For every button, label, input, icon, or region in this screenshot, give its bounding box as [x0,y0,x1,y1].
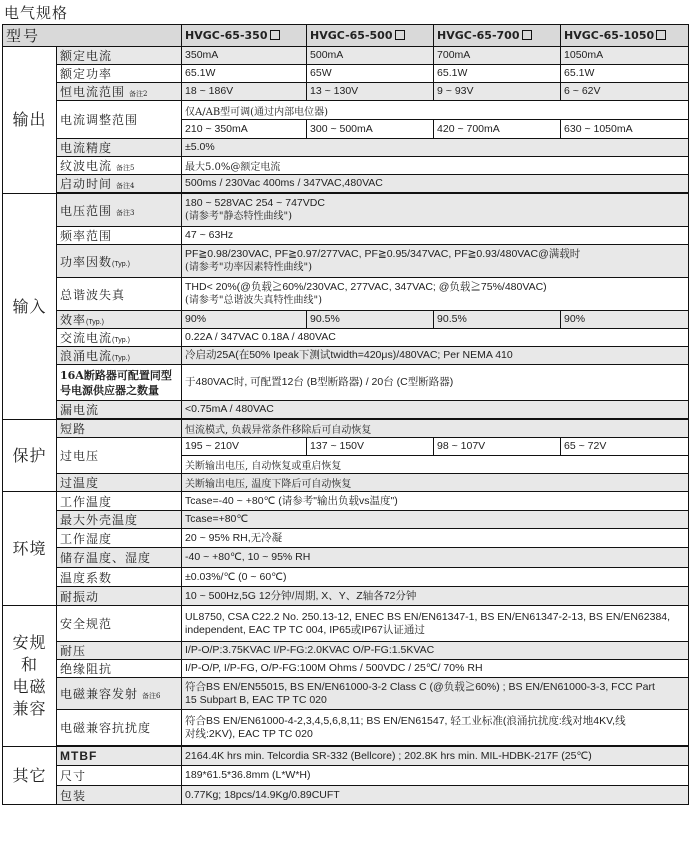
value-cell: 500ms / 230Vac 400ms / 347VAC,480VAC [182,175,689,193]
row-max-case-temp [3,511,689,529]
value-cell: 13 ~ 130V [307,83,434,101]
param-label: 浪涌电流(Typ.) [57,347,182,365]
value-cell: 恒流模式, 负载异常条件移除后可自动恢复 [182,420,689,438]
row-power-factor [3,245,689,278]
param-label: 电压范围 备注3 [57,194,182,227]
param-label: 短路 [57,420,182,438]
value-cell: Tcase=+80℃ [182,511,689,529]
row-accuracy [3,139,689,157]
row-short-circuit [3,420,689,438]
value-cell: 630 ~ 1050mA [561,120,689,139]
category-others: 其它 [3,747,57,805]
row-ripple [3,157,689,175]
row-cc-range [3,83,689,101]
row-temp-coeff [3,568,689,587]
row-inrush [3,347,689,365]
row-isolation [3,660,689,678]
value-cell: 冷启动25A(在50% Ipeak下测试twidth=420μs)/480VAC; Per NEMA 410 [182,347,689,365]
param-label: 耐振动 [57,587,182,606]
value-cell: 关断输出电压, 温度下降后可自动恢复 [182,474,689,492]
model-350: HVGC-65-350 [182,25,307,47]
row-storage [3,548,689,568]
value-cell: 9 ~ 93V [434,83,561,101]
param-label: 尺寸 [57,766,182,786]
param-label: 启动时间 备注4 [57,175,182,193]
row-mtbf [3,747,689,766]
param-label: 恒电流范围 备注2 [57,83,182,101]
value-cell: I/P-O/P, I/P-FG, O/P-FG:100M Ohms / 500VDC / 25℃/ 70% RH [182,660,689,678]
param-label: 效率(Typ.) [57,311,182,329]
model-header-label: 型号 [3,25,182,47]
value-cell: 700mA [434,47,561,65]
param-label: 16A断路器可配置同型 号电源供应器之数量 [57,365,182,401]
value-cell: 500mA [307,47,434,65]
row-emc-emission [3,678,689,710]
value-cell: 189*61.5*36.8mm (L*W*H) [182,766,689,786]
row-otp [3,474,689,492]
value-cell: 210 ~ 350mA [182,120,307,139]
checkbox-icon [656,30,666,40]
value-cell: 20 ~ 95% RH,无冷凝 [182,529,689,548]
category-environment: 环境 [3,492,57,606]
param-label: 电磁兼容抗扰度 [57,710,182,746]
value-cell: PF≧0.98/230VAC, PF≧0.97/277VAC, PF≧0.95/347VAC, PF≧0.93/480VAC@满载时 (请参考"功率因素特性曲线") [182,245,689,278]
param-label: 绝缘阻抗 [57,660,182,678]
param-label: 最大外壳温度 [57,511,182,529]
param-label: 电流精度 [57,139,182,157]
row-emc-immunity [3,710,689,746]
row-vibration [3,587,689,606]
value-cell: I/P-O/P:3.75KVAC I/P-FG:2.0KVAC O/P-FG:1.5KVAC [182,642,689,660]
value-cell: 65.1W [561,65,689,83]
param-label: 漏电流 [57,401,182,419]
category-output: 输出 [3,47,57,194]
category-input: 输入 [3,194,57,420]
value-cell: 90.5% [307,311,434,329]
value-cell: 90% [561,311,689,329]
param-label: 交流电流(Typ.) [57,329,182,347]
row-working-temp [3,492,689,511]
row-rated-current [3,47,689,65]
value-cell: 符合BS EN/EN55015, BS EN/EN61000-3-2 Class C (@负载≧60%) ; BS EN/EN61000-3-3, FCC Part 15 Subpart B, EAC TP TC 020 [182,678,689,710]
value-cell: 6 ~ 62V [561,83,689,101]
param-label: 温度系数 [57,568,182,587]
row-rated-power [3,65,689,83]
value-cell: 90.5% [434,311,561,329]
param-label: 额定电流 [57,47,182,65]
category-safety-emc: 安规 和 电磁 兼容 [3,606,57,747]
param-label: 耐压 [57,642,182,660]
param-label: 过电压 [57,438,182,474]
value-cell: 65 ~ 72V [561,438,689,456]
row-safety-standards [3,606,689,642]
param-label: MTBF [57,747,182,766]
model-500: HVGC-65-500 [307,25,434,47]
value-cell: <0.75mA / 480VAC [182,401,689,419]
row-withstand [3,642,689,660]
row-frequency [3,227,689,245]
row-ovp-values [3,438,689,456]
value-cell: 18 ~ 186V [182,83,307,101]
param-label: 工作温度 [57,492,182,511]
param-label: 安全规范 [57,606,182,642]
value-cell: 90% [182,311,307,329]
row-dimension [3,766,689,786]
row-humidity [3,529,689,548]
value-cell: 0.77Kg; 18pcs/14.9Kg/0.89CUFT [182,786,689,805]
value-cell: 420 ~ 700mA [434,120,561,139]
value-cell: 10 ~ 500Hz,5G 12分钟/周期, X、Y、Z轴各72分钟 [182,587,689,606]
value-cell: 1050mA [561,47,689,65]
param-label: 电磁兼容发射 备注6 [57,678,182,710]
value-cell: ±5.0% [182,139,689,157]
model-1050: HVGC-65-1050 [561,25,689,47]
value-cell: 0.22A / 347VAC 0.18A / 480VAC [182,329,689,347]
value-cell: -40 ~ +80℃, 10 ~ 95% RH [182,548,689,568]
value-cell: 47 ~ 63Hz [182,227,689,245]
model-700: HVGC-65-700 [434,25,561,47]
param-label: 额定功率 [57,65,182,83]
param-label: 功率因数(Typ.) [57,245,182,278]
value-cell: THD< 20%(@负载≧60%/230VAC, 277VAC, 347VAC; @负载≧75%/480VAC) (请参考"总谐波失真特性曲线") [182,278,689,311]
value-cell: 180 ~ 528VAC 254 ~ 747VDC (请参考"静态特性曲线") [182,194,689,227]
page-title: 电气规格 [4,4,69,22]
value-cell: 137 ~ 150V [307,438,434,456]
param-label: 工作湿度 [57,529,182,548]
value-cell: 300 ~ 500mA [307,120,434,139]
row-startup [3,175,689,193]
row-leakage [3,401,689,419]
value-cell: 关断输出电压, 自动恢复或重启恢复 [182,456,689,474]
row-packing [3,786,689,805]
value-cell: 2164.4K hrs min. Telcordia SR-332 (Bellcore) ; 202.8K hrs min. MIL-HDBK-217F (25℃) [182,747,689,766]
param-label: 包装 [57,786,182,805]
value-cell: 最大5.0%@额定电流 [182,157,689,175]
value-cell: 195 ~ 210V [182,438,307,456]
value-cell: 65.1W [182,65,307,83]
row-ac-current [3,329,689,347]
value-cell: Tcase=-40 ~ +80℃ (请参考"输出负载vs温度") [182,492,689,511]
value-cell: 于480VAC时, 可配置12台 (B型断路器) / 20台 (C型断路器) [182,365,689,401]
param-label: 过温度 [57,474,182,492]
row-adj-range-desc [3,101,689,120]
value-cell: UL8750, CSA C22.2 No. 250.13-12, ENEC BS EN/EN61347-1, BS EN/EN61347-2-13, BS EN/EN62384, independent, EAC TP TC 004, IP65或IP67认证通过 [182,606,689,642]
checkbox-icon [270,30,280,40]
checkbox-icon [522,30,532,40]
param-label: 频率范围 [57,227,182,245]
checkbox-icon [395,30,405,40]
row-thd [3,278,689,311]
row-breaker [3,365,689,401]
value-cell: 350mA [182,47,307,65]
param-label: 储存温度、湿度 [57,548,182,568]
param-label: 电流调整范围 [57,101,182,139]
row-voltage-range [3,194,689,227]
value-cell: 98 ~ 107V [434,438,561,456]
param-label: 总谐波失真 [57,278,182,311]
param-label: 纹波电流 备注5 [57,157,182,175]
value-cell: 仅A/AB型可调(通过内部电位器) [182,101,689,120]
value-cell: ±0.03%/℃ (0 ~ 60℃) [182,568,689,587]
spec-table [2,24,689,805]
value-cell: 65.1W [434,65,561,83]
value-cell: 65W [307,65,434,83]
category-protection: 保护 [3,420,57,492]
row-efficiency [3,311,689,329]
header-row [3,25,689,47]
value-cell: 符合BS EN/EN61000-4-2,3,4,5,6,8,11; BS EN/EN61547, 轻工业标准(浪涌抗扰度:线对地4KV,线 对线:2KV), EAC TP TC 020 [182,710,689,746]
